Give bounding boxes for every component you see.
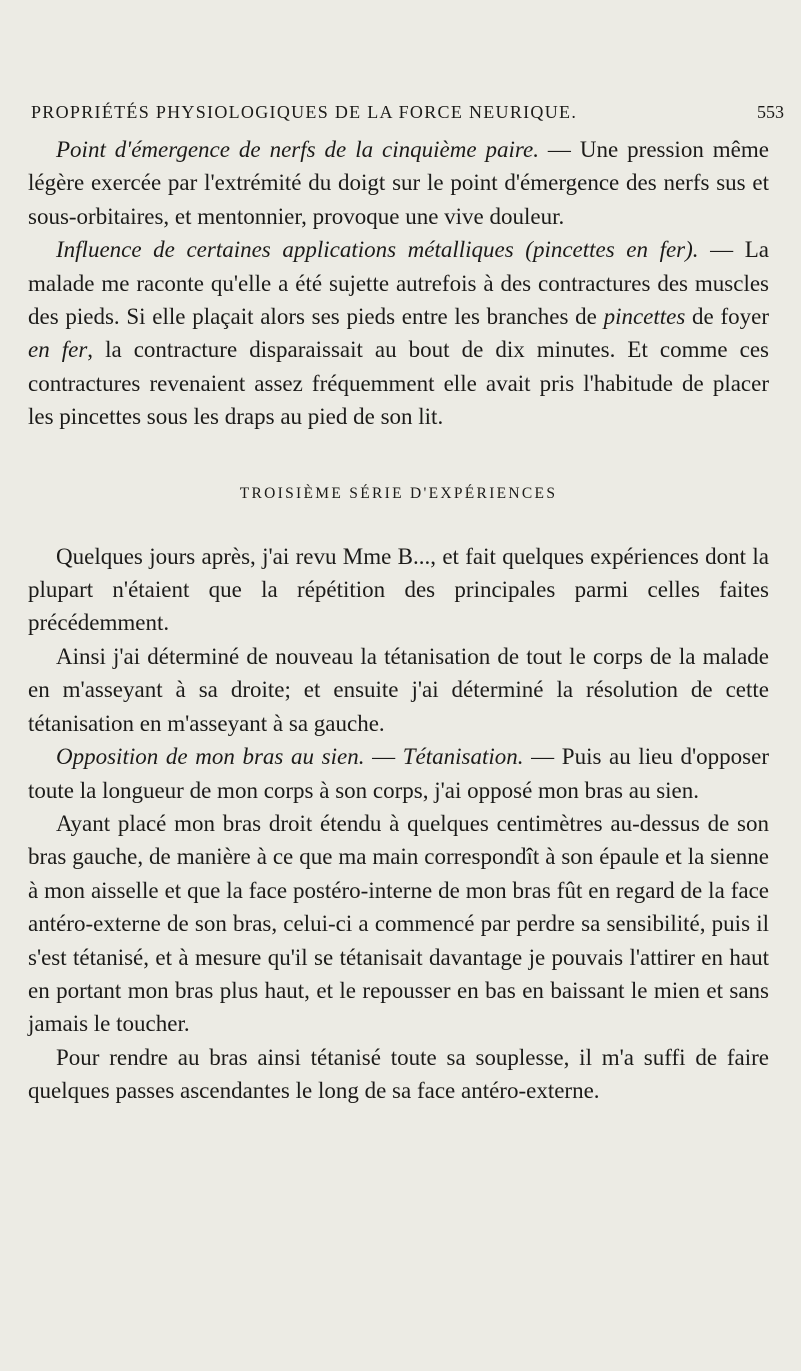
paragraph-body: de foyer (685, 304, 769, 330)
italic-term-en-fer: en fer (28, 337, 88, 363)
running-title: PROPRIÉTÉS PHYSIOLOGIQUES DE LA FORCE NEURIQUE. (31, 102, 578, 122)
running-head (28, 102, 784, 130)
body-text (28, 133, 769, 1108)
paragraph-body: — La malade me raconte qu'elle a été sujette autrefois à des contractures des muscles des pieds. Si elle plaçait alors ses pieds entre les branches de (28, 237, 769, 330)
paragraph-pour-rendre: Pour rendre au bras ainsi tétanisé toute sa souplesse, il m'a suffi de faire quelques passes ascendantes le long de sa face antéro-externe. (28, 1044, 769, 1104)
paragraph-point-emergence (28, 133, 769, 233)
paragraph-body: , la contracture disparaissait au bout de dix minutes. Et comme ces contractures revenaient assez fréquemment elle avait pris l'habitude de placer les pincettes sous les draps au pied de son lit. (28, 337, 769, 430)
section-heading: TROISIÈME SÉRIE D'EXPÉRIENCES (239, 484, 558, 502)
paragraph-title-point-emergence: Point d'émergence de nerfs de la cinquième paire. (56, 137, 539, 162)
italic-term-pincettes: pincettes (603, 304, 686, 330)
paragraph-title-opposition: Opposition de mon bras au sien. (56, 744, 365, 770)
paragraph-opposition (28, 740, 769, 807)
title-dash: — (364, 744, 403, 770)
paragraph-quelques-jours: Quelques jours après, j'ai revu Mme B..., et fait quelques expériences dont la plupart n'étaient que la répétition des principales parmi celles faites précédemment. (28, 543, 769, 636)
paragraph-subtitle-tetanisation: Tétanisation. (402, 744, 524, 770)
paragraph-ainsi: Ainsi j'ai déterminé de nouveau la tétanisation de tout le corps de la malade en m'asseyant à sa droite; et ensuite j'ai déterminé la résolution de cette tétanisation en m'asseyant à sa gauche. (28, 643, 769, 736)
paragraph-body: — Puis au lieu d'opposer toute la longueur de mon corps à son corps, j'ai opposé mon bras au sien. (28, 744, 769, 803)
paragraph-ayant-place: Ayant placé mon bras droit étendu à quelques centimètres au-dessus de son bras gauche, de manière à ce que ma main correspondît à son épaule et la sienne à mon aisselle et que la face postéro-interne de mon bras fût en regard de la face antéro-externe de son bras, celui-ci a commencé par perdre sa sensibilité, puis il s'est tétanisé, et à mesure qu'il se tétanisait davantage je pouvais l'attirer en haut en portant mon bras plus haut, et le repousser en bas en baissant le mien et sans jamais le toucher. (28, 810, 769, 1037)
paragraph-title-influence: Influence de certaines applications métalliques (pincettes en fer). (56, 237, 699, 263)
page-number: 553 (757, 102, 784, 122)
paragraph-body: — Une pression même légère exercée par l'extrémité du doigt sur le point d'émergence des nerfs sus et sous-orbitaires, et mentonnier, provoque une vive douleur. (28, 137, 769, 229)
paragraph-influence-metallique (28, 233, 769, 433)
